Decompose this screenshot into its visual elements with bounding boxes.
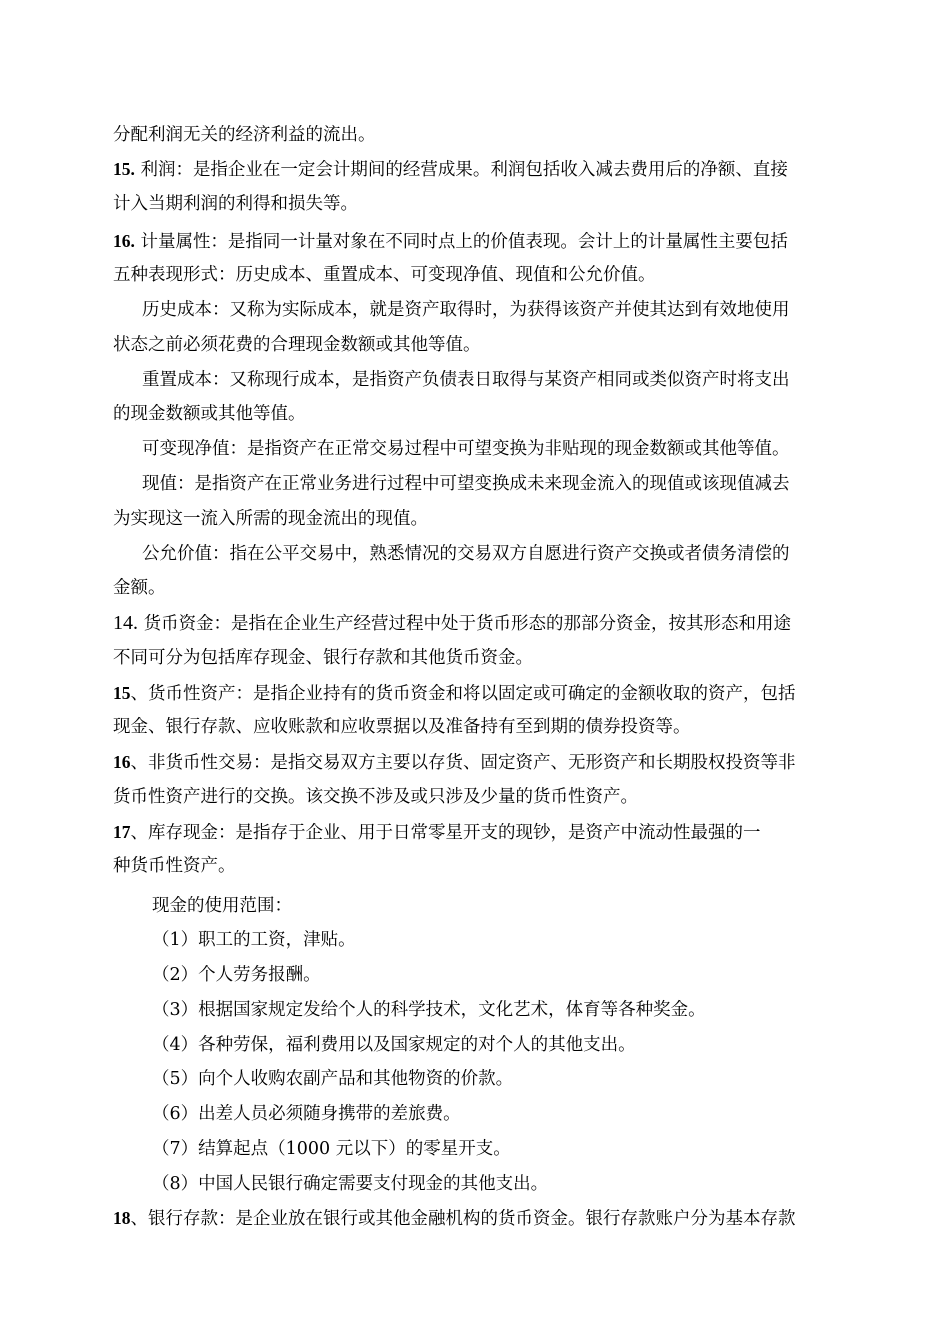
item-number: 17 <box>113 822 131 842</box>
item-number: 14. <box>113 612 138 634</box>
paragraph-line: 五种表现形式：历史成本、重置成本、可变现净值、现值和公允价值。 <box>113 265 656 285</box>
list-item: （7）结算起点（1000 元以下）的零星开支。 <box>152 1139 511 1159</box>
paragraph-line: 种货币性资产。 <box>113 856 236 876</box>
list-item: （5）向个人收购农副产品和其他物资的价款。 <box>152 1069 514 1089</box>
paragraph-line: 可变现净值：是指资产在正常交易过程中可望变换为非贴现的现金数额或其他等值。 <box>142 439 790 459</box>
paragraph-line: 计入当期利润的利得和损失等。 <box>113 194 358 214</box>
paragraph-line: 货币性资产进行的交换。该交换不涉及或只涉及少量的货币性资产。 <box>113 787 638 807</box>
definition-cash-on-hand: 17、库存现金：是指存于企业、用于日常零星开支的现钞，是资产中流动性最强的一 <box>113 822 761 843</box>
definition-monetary-funds: 14. 货币资金：是指在企业生产经营过程中处于货币形态的那部分资金，按其形态和用途 <box>113 612 792 634</box>
list-item: （3）根据国家规定发给个人的科学技术，文化艺术，体育等各种奖金。 <box>152 1000 706 1020</box>
definition-monetary-assets: 15、货币性资产：是指企业持有的货币资金和将以固定或可确定的金额收取的资产，包括 <box>113 683 796 704</box>
definition-bank-deposits: 18、银行存款：是企业放在银行或其他金融机构的货币资金。银行存款账户分为基本存款 <box>113 1208 796 1229</box>
list-item: （8）中国人民银行确定需要支付现金的其他支出。 <box>152 1174 549 1194</box>
definition-nonmonetary-exchange: 16、非货币性交易：是指交易双方主要以存货、固定资产、无形资产和长期股权投资等非 <box>113 752 796 773</box>
item-number: 15. <box>113 159 135 179</box>
paragraph-line: 现金、银行存款、应收账款和应收票据以及准备持有至到期的债券投资等。 <box>113 717 691 737</box>
paragraph-line: 历史成本：又称为实际成本，就是资产取得时，为获得该资产并使其达到有效地使用 <box>142 300 790 320</box>
definition-measurement: 16. 计量属性：是指同一计量对象在不同时点上的价值表现。会计上的计量属性主要包括 <box>113 231 788 252</box>
item-number: 16 <box>113 752 131 772</box>
definition-profit: 15. 利润：是指企业在一定会计期间的经营成果。利润包括收入减去费用后的净额、直接 <box>113 159 788 180</box>
item-number: 15 <box>113 683 131 703</box>
list-item: （2）个人劳务报酬。 <box>152 965 321 985</box>
list-item: （6）出差人员必须随身携带的差旅费。 <box>152 1104 461 1124</box>
paragraph-line: 公允价值：指在公平交易中，熟悉情况的交易双方自愿进行资产交换或者债务清偿的 <box>142 544 790 564</box>
paragraph-line: 金额。 <box>113 578 166 598</box>
list-item: （1）职工的工资，津贴。 <box>152 930 356 950</box>
paragraph-line: 的现金数额或其他等值。 <box>113 404 306 424</box>
paragraph-line: 不同可分为包括库存现金、银行存款和其他货币资金。 <box>113 648 533 668</box>
paragraph-line: 为实现这一流入所需的现金流出的现值。 <box>113 509 428 529</box>
item-number: 16. <box>113 231 135 251</box>
item-number: 18 <box>113 1208 131 1228</box>
list-item: （4）各种劳保，福利费用以及国家规定的对个人的其他支出。 <box>152 1035 636 1055</box>
paragraph-line: 现值：是指资产在正常业务进行过程中可望变换成未来现金流入的现值或该现值减去 <box>142 474 790 494</box>
paragraph-line: 分配利润无关的经济利益的流出。 <box>113 125 376 145</box>
paragraph-line: 状态之前必须花费的合理现金数额或其他等值。 <box>113 335 481 355</box>
cash-usage-heading: 现金的使用范围： <box>152 896 292 916</box>
paragraph-line: 重置成本：又称现行成本，是指资产负债表日取得与某资产相同或类似资产时将支出 <box>142 370 790 390</box>
